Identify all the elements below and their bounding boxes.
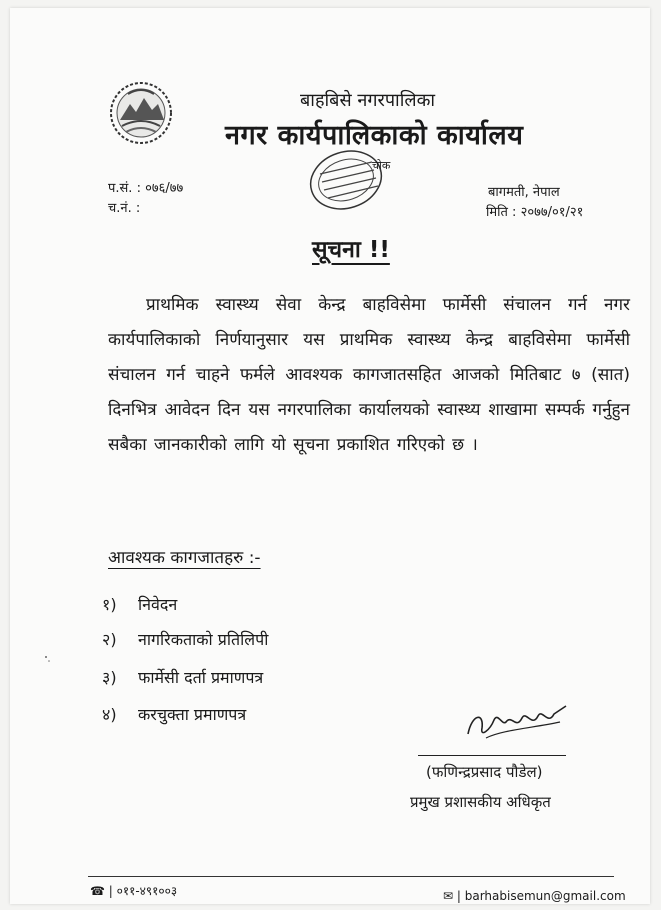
requirement-item <box>102 593 177 615</box>
signatory-designation: प्रमुख प्रशासकीय अधिकृत <box>410 793 551 811</box>
footer-divider <box>88 876 614 877</box>
footer-phone: ☎ | ०११-४९१००३ <box>90 884 178 898</box>
dispatch-number: च.नं. : <box>108 201 141 216</box>
signature-line <box>418 755 566 756</box>
requirement-item <box>102 628 268 650</box>
nepal-emblem-icon <box>108 80 174 146</box>
item-number: १) <box>102 595 117 614</box>
scan-specks <box>44 655 54 665</box>
stamp-text: चोक <box>372 159 391 172</box>
item-label: करचुक्ता प्रमाणपत्र <box>138 705 247 724</box>
requirement-item <box>102 666 263 688</box>
item-number: ३) <box>102 668 117 687</box>
requirement-item <box>102 703 246 725</box>
notice-body: प्राथमिक स्वास्थ्य सेवा केन्द्र बाहविसेमा फार्मेसी संचालन गर्न नगर कार्यपालिकाको निर्णयानुसार यस प्राथमिक स्वास्थ्य केन्द्र बाहविसेमा फार्मेसी संचालन गर्न चाहने फर्मले आवश्यक कागजातसहित आजको मितिबाट ७ (सात) दिनभित्र आवेदन दिन यस नगरपालिका कार्यालयको स्वास्थ्य शाखामा सम्पर्क गर्नुहुन सबैका जानकारीको लागि यो सूचना प्रकाशित गरिएको छ । <box>108 295 630 455</box>
signatory-name: (फणिन्द्रप्रसाद पौडेल) <box>426 763 543 781</box>
reference-number: प.सं. : ०७६/७७ <box>108 181 184 196</box>
requirements-title: आवश्यक कागजातहरु :- <box>108 548 261 568</box>
signature <box>462 700 572 744</box>
footer-email: ✉ | barhabisemun@gmail.com <box>443 889 626 903</box>
office-stamp <box>306 148 418 212</box>
province-label: बागमती, नेपाल <box>488 185 560 200</box>
office-title: नगर कार्यपालिकाको कार्यालय <box>225 120 524 151</box>
item-label: फार्मेसी दर्ता प्रमाणपत्र <box>138 668 264 687</box>
item-label: निवेदन <box>138 595 178 614</box>
item-number: २) <box>102 630 117 649</box>
item-number: ४) <box>102 705 117 724</box>
notice-date: मिति : २०७७/०१/२१ <box>486 205 584 220</box>
notice-title: सूचना !! <box>312 237 390 263</box>
item-label: नागरिकताको प्रतिलिपी <box>138 630 269 649</box>
municipality-name: बाहबिसे नगरपालिका <box>300 90 436 111</box>
